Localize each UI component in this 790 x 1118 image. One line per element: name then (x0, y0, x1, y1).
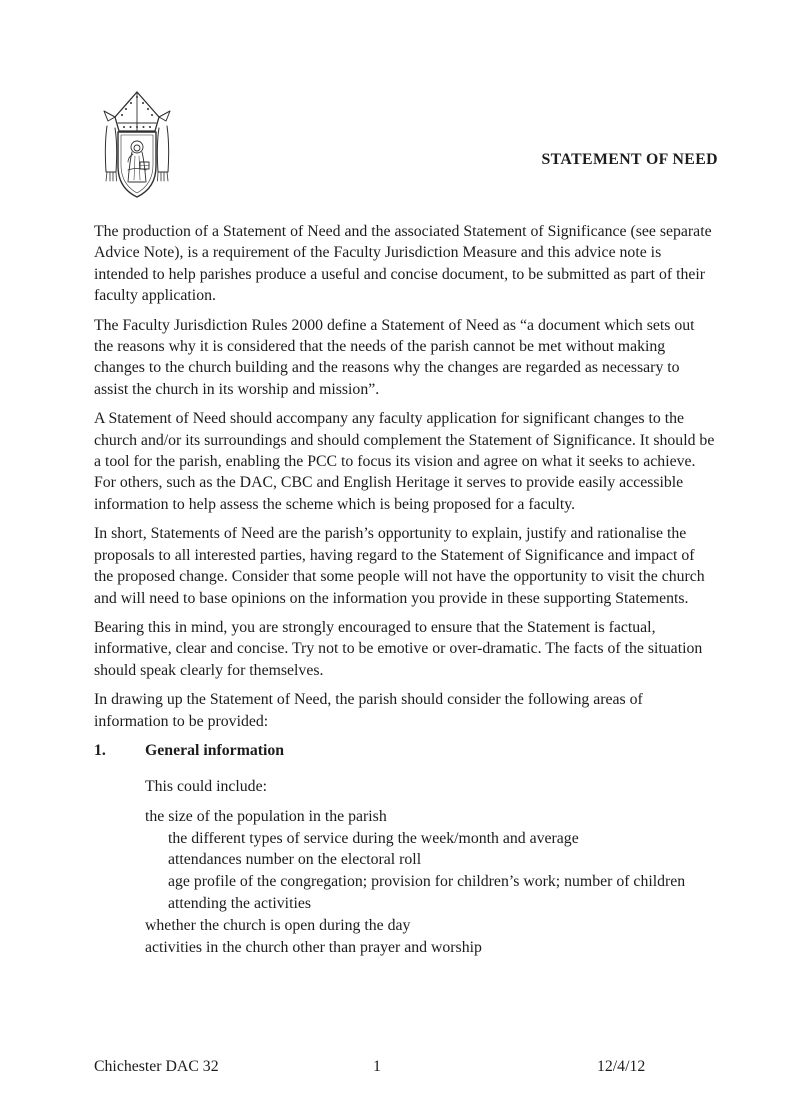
document-body (94, 221, 716, 958)
footer-date: 12/4/12 (597, 1058, 646, 1075)
paragraph-opportunity: In short, Statements of Need are the parish’s opportunity to explain, justify and rationalise the proposals to all interested parties, having regard to the Statement of Significance and impact of the proposed change. Consider that some people will not have the opportunity to visit the church and will need to base opinions on the information you provide in these supporting Statements. (94, 525, 705, 607)
paragraph-lead-in: In drawing up the Statement of Need, the parish should consider the following areas of information to be provided: (94, 691, 643, 730)
list-item: age profile of the congregation; provision for children’s work; number of children (168, 873, 686, 891)
list-item: attending the activities (168, 894, 312, 912)
list-item: the size of the population in the parish (145, 807, 387, 825)
diocese-crest-logo (95, 90, 179, 200)
document-title: STATEMENT OF NEED (541, 151, 718, 168)
paragraph-guidance: Bearing this in mind, you are strongly encouraged to ensure that the Statement is factual, informative, clear and concise. Try not to be emotive or over-dramatic. The facts of the situation should speak clearly for themselves. (94, 618, 703, 679)
list-item: whether the church is open during the day (145, 916, 411, 934)
section-heading (94, 740, 716, 761)
paragraph-intro: The production of a Statement of Need and the associated Statement of Significance (see separate Advice Note), is a requirement of the Faculty Jurisdiction Measure and this advice note is intended to help parishes produce a useful and concise document, to be submitted as part of their faculty application. (94, 223, 712, 305)
list-item: the different types of service during the week/month and average (168, 829, 579, 847)
list-item: attendances number on the electoral roll (168, 851, 422, 869)
footer-page-number: 1 (373, 1058, 381, 1075)
section-title: General information (145, 741, 285, 759)
paragraph-definition: The Faculty Jurisdiction Rules 2000 define a Statement of Need as “a document which sets out the reasons why it is considered that the needs of the parish cannot be met without making changes to the church building and the reasons why the changes are regarded as necessary to assist the church in its worship and mission”. (94, 316, 695, 398)
information-list (94, 806, 716, 959)
section-number: 1. (94, 741, 106, 759)
footer-doc-reference: Chichester DAC 32 (94, 1058, 219, 1075)
list-item: activities in the church other than prayer and worship (145, 938, 482, 956)
paragraph-purpose: A Statement of Need should accompany any faculty application for significant changes to the church and/or its surroundings and should complement the Statement of Significance. It should be a tool for the parish, enabling the PCC to focus its vision and agree on what it seeks to achieve. For others, such as the DAC, CBC and English Heritage it serves to provide easily accessible information to help assess the scheme which is being proposed for a faculty. (94, 410, 715, 513)
diocese-crest-icon (95, 90, 179, 200)
section-intro: This could include: (145, 778, 267, 796)
